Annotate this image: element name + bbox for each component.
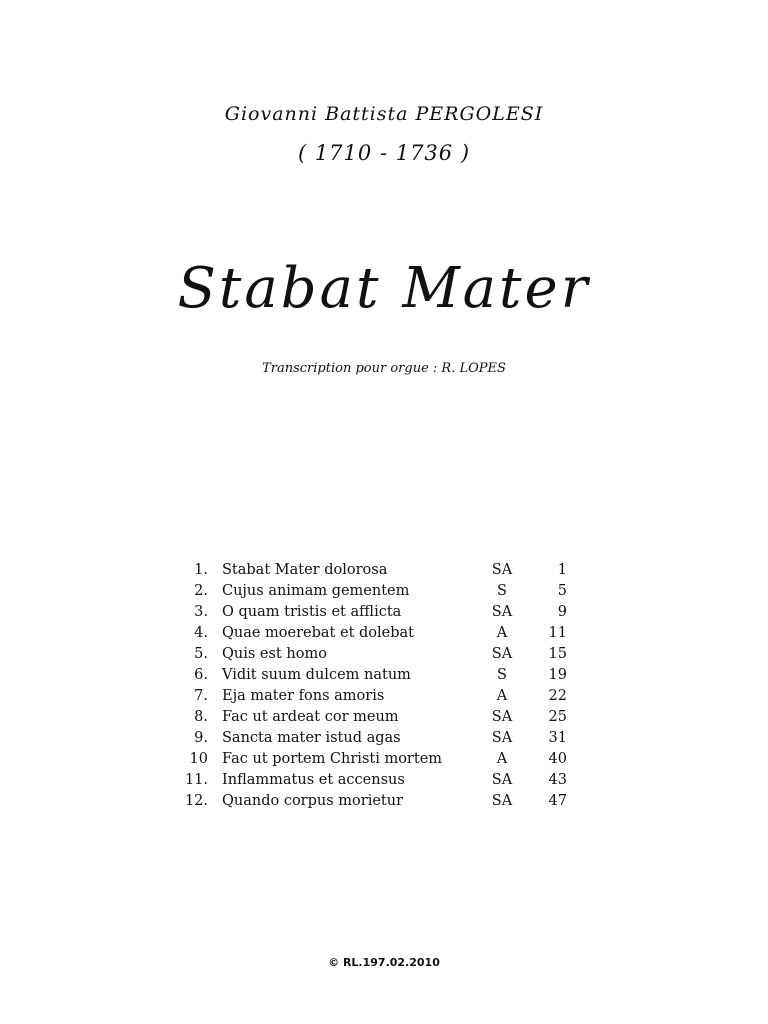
toc-voice: SA [491,793,513,809]
toc-voice: SA [491,562,513,578]
toc-row [176,686,576,707]
transcription-credit: Transcription pour orgue : R. LOPES [262,361,506,376]
toc-page: 40 [548,751,567,767]
toc-page: 47 [548,793,567,809]
toc-page: 1 [557,562,567,578]
composer-name: Giovanni Battista PERGOLESI [224,103,544,125]
toc-title: O quam tristis et afflicta [222,604,402,620]
toc-page: 31 [548,730,567,746]
toc-title: Stabat Mater dolorosa [222,562,388,578]
toc-row [176,581,576,602]
toc-page: 11 [548,625,567,641]
toc-title: Quando corpus morietur [222,793,404,809]
toc-number: 5. [194,646,208,662]
toc-row [176,560,576,581]
toc-number: 11. [184,772,208,788]
toc-page: 25 [548,709,567,725]
toc-title: Fac ut portem Christi mortem [222,751,443,767]
toc-number: 9. [194,730,208,746]
toc-voice: A [496,625,508,641]
toc-title: Cujus animam gementem [222,583,410,599]
toc-title: Inflammatus et accensus [222,772,405,788]
toc-voice: SA [491,730,513,746]
toc-page: 15 [548,646,567,662]
composer-dates: ( 1710 - 1736 ) [297,141,471,165]
toc-page: 9 [557,604,567,620]
toc-voice: S [497,667,507,683]
toc-voice: SA [491,646,513,662]
toc-page: 43 [548,772,567,788]
toc-title: Vidit suum dulcem natum [222,667,411,683]
toc-voice: A [496,751,508,767]
toc-row [176,623,576,644]
toc-row [176,770,576,791]
toc-title: Sancta mater istud agas [222,730,401,746]
toc-voice: S [497,583,507,599]
toc-number: 4. [194,625,208,641]
toc-number: 8. [194,709,208,725]
toc-row [176,791,576,812]
toc-title: Quis est homo [222,646,327,662]
toc-title: Eja mater fons amoris [222,688,385,704]
toc-row [176,602,576,623]
toc-row [176,665,576,686]
toc-voice: SA [491,709,513,725]
toc-number: 3. [194,604,208,620]
toc-title: Fac ut ardeat cor meum [222,709,399,725]
toc-voice: SA [491,772,513,788]
toc-number: 6. [194,667,208,683]
toc-page: 22 [548,688,567,704]
toc-page: 5 [557,583,567,599]
toc-title: Quae moerebat et dolebat [222,625,414,641]
toc-voice: SA [491,604,513,620]
toc-number: 12. [184,793,208,809]
toc-row [176,728,576,749]
toc-row [176,644,576,665]
page-title: Stabat Mater [177,256,591,321]
toc-voice: A [496,688,508,704]
toc-page: 19 [548,667,567,683]
toc-number: 1. [194,562,208,578]
table-of-contents [176,560,576,812]
toc-number: 7. [194,688,208,704]
toc-number: 2. [194,583,208,599]
toc-number: 10 [189,751,208,767]
toc-row [176,749,576,770]
copyright-notice: © RL.197.02.2010 [328,956,440,969]
toc-row [176,707,576,728]
